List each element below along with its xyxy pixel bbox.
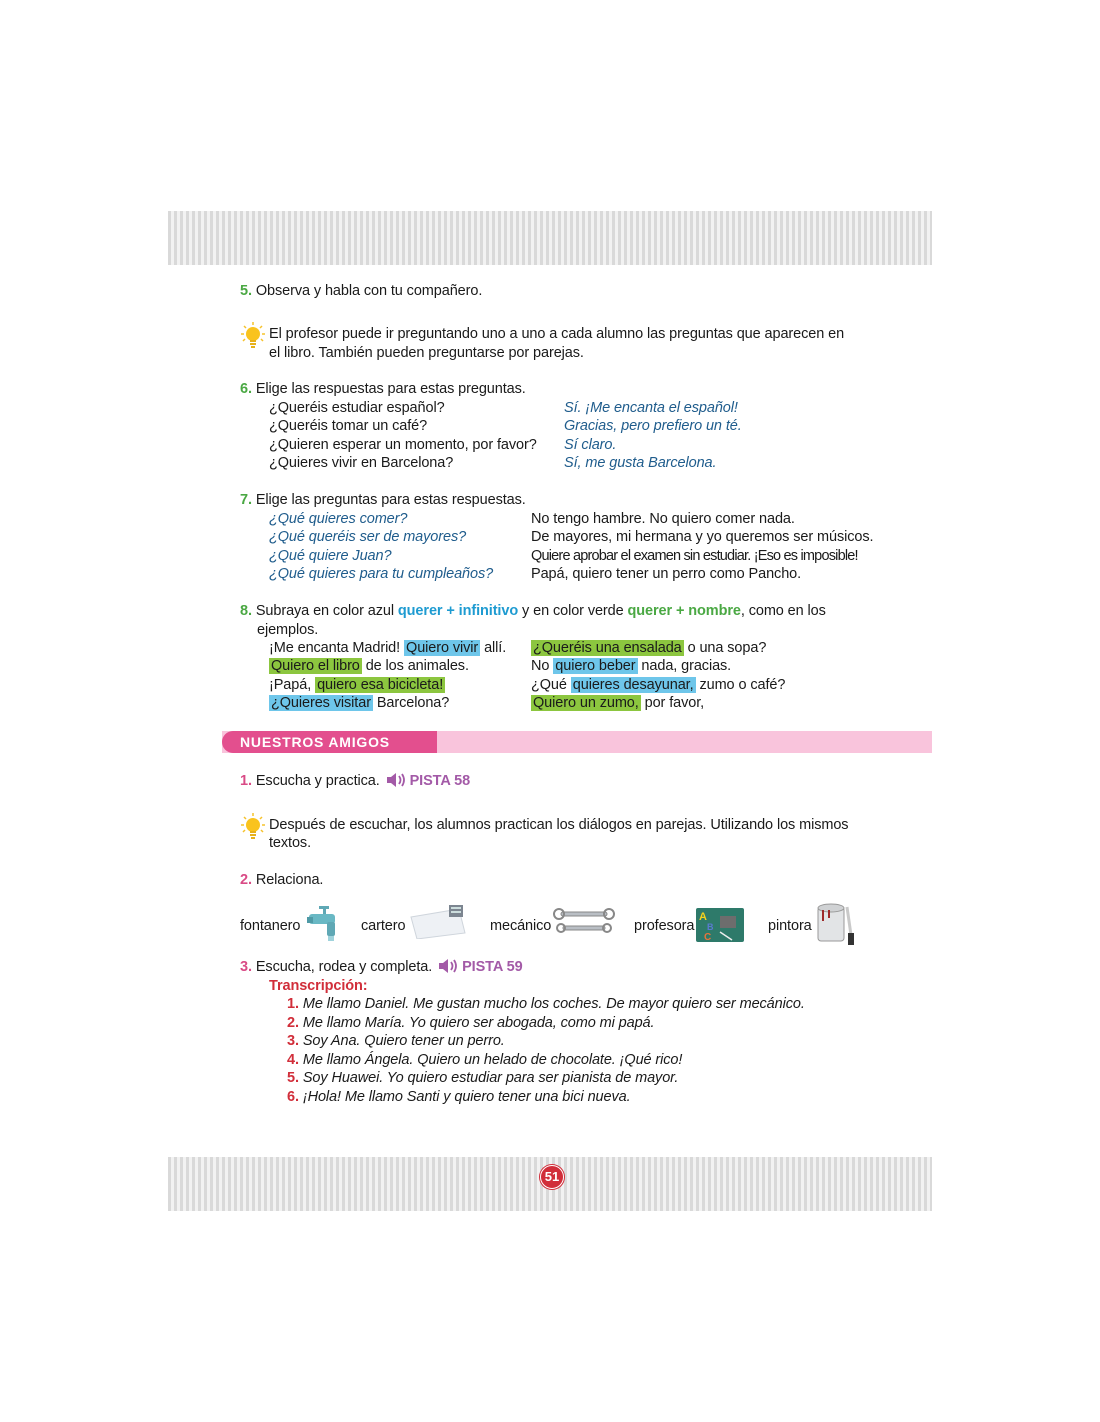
speaker-icon[interactable] [386, 772, 408, 788]
exercise-8-line2: ejemplos. [257, 622, 319, 638]
profession-label: mecánico [490, 918, 552, 934]
lightbulb-icon [240, 321, 266, 349]
nuestros-exercise-2: 2. Relaciona. [240, 872, 324, 888]
ex8-sentence: ¿Queréis una ensalada o una sopa? [533, 640, 767, 656]
ex7-answer: De mayores, mi hermana y yo queremos ser músicos. [531, 529, 874, 545]
highlight-green: Quiero un zumo, [533, 695, 639, 711]
ex7-question: ¿Qué quieres para tu cumpleaños? [269, 566, 494, 582]
exercise-7: 7. Elige las preguntas para estas respuestas. [240, 492, 526, 508]
header-stripe [168, 211, 932, 265]
highlight-blue: Quiero vivir [406, 640, 479, 656]
profession-label: profesora [634, 918, 695, 934]
ex6-question: ¿Quieres vivir en Barcelona? [269, 455, 454, 471]
nuestros-exercise-1: 1. Escucha y practica. PISTA 58 [240, 773, 471, 789]
exercise-8: 8. Subraya en color azul querer + infinitivo y en color verde querer + nombre, como en los [240, 603, 826, 619]
speaker-icon[interactable] [438, 958, 460, 974]
ex8-sentence: ¡Me encanta Madrid! Quiero vivir allí. [269, 640, 507, 656]
section-title: NUESTROS AMIGOS [222, 731, 437, 753]
ex7-question: ¿Qué quiere Juan? [269, 548, 392, 564]
profession-label: pintora [768, 918, 812, 934]
ex6-question: ¿Queréis tomar un café? [269, 418, 428, 434]
transcription-line: 6. ¡Hola! Me llamo Santi y quiero tener una bici nueva. [287, 1089, 631, 1105]
ex6-question: ¿Quieren esperar un momento, por favor? [269, 437, 537, 453]
ex8-sentence: ¿Quieres visitar Barcelona? [271, 695, 450, 711]
highlight-blue: quieres desayunar, [572, 677, 694, 693]
transcription-line: 3. Soy Ana. Quiero tener un perro. [287, 1033, 505, 1049]
transcription-line: 4. Me llamo Ángela. Quiero un helado de chocolate. ¡Qué rico! [287, 1052, 683, 1068]
ex8-sentence: Quiero el libro de los animales. [271, 658, 469, 674]
paint-bucket-icon [815, 901, 857, 947]
ex6-answer: Sí claro. [564, 437, 617, 453]
highlight-green: quiero esa bicicleta! [317, 677, 444, 693]
ex6-answer: Gracias, pero prefiero un té. [564, 418, 742, 434]
audio-track-label[interactable]: PISTA 59 [462, 959, 523, 975]
tip-text-line2: textos. [269, 835, 312, 851]
envelope-icon [409, 903, 467, 939]
ex7-question: ¿Qué queréis ser de mayores? [269, 529, 467, 545]
exercise-5: 5. Observa y habla con tu compañero. [240, 283, 483, 299]
section-banner [222, 731, 932, 753]
tip-text-line1: El profesor puede ir preguntando uno a uno a cada alumno las preguntas que aparecen en [269, 326, 845, 342]
ex6-question: ¿Queréis estudiar español? [269, 400, 445, 416]
exercise-6: 6. Elige las respuestas para estas preguntas. [240, 381, 526, 397]
ex6-answer: Sí, me gusta Barcelona. [564, 455, 717, 471]
transcription-line: 2. Me llamo María. Yo quiero ser abogada, como mi papá. [287, 1015, 655, 1031]
transcription-line: 1. Me llamo Daniel. Me gustan mucho los coches. De mayor quiero ser mecánico. [287, 996, 805, 1012]
highlight-green: ¿Queréis una ensalada [533, 640, 682, 656]
svg-text:B: B [707, 922, 714, 932]
nuestros-exercise-3: 3. Escucha, rodea y completa. PISTA 59 [240, 959, 523, 975]
keyword-infinitive: querer + infinitivo [397, 603, 519, 619]
ex8-sentence: No quiero beber nada, gracias. [531, 658, 732, 674]
ex7-question: ¿Qué quieres comer? [269, 511, 408, 527]
lightbulb-icon [240, 812, 266, 840]
transcription-label: Transcripción: [269, 978, 368, 994]
ex7-answer: Papá, quiero tener un perro como Pancho. [531, 566, 802, 582]
ex8-sentence: ¡Papá, quiero esa bicicleta! [269, 677, 444, 693]
transcription-line: 5. Soy Huawei. Yo quiero estudiar para ser pianista de mayor. [287, 1070, 679, 1086]
ex8-sentence: Quiero un zumo, por favor, [533, 695, 705, 711]
profession-label: fontanero [240, 918, 301, 934]
ex8-sentence: ¿Qué quieres desayunar, zumo o café? [531, 677, 786, 693]
keyword-noun: querer + nombre [627, 603, 741, 619]
faucet-icon [305, 904, 339, 944]
tip-text-line2: el libro. También pueden preguntarse por parejas. [269, 345, 584, 361]
svg-text:C: C [704, 932, 712, 942]
svg-text:A: A [699, 911, 707, 923]
ex7-answer: No tengo hambre. No quiero comer nada. [531, 511, 795, 527]
chalkboard-icon [696, 908, 744, 942]
tip-text-line1: Después de escuchar, los alumnos practican los diálogos en parejas. Utilizando los mismos [269, 817, 849, 833]
highlight-green: Quiero el libro [271, 658, 360, 674]
ex6-answer: Sí. ¡Me encanta el español! [564, 400, 738, 416]
highlight-blue: ¿Quieres visitar [271, 695, 371, 711]
profession-label: cartero [361, 918, 406, 934]
wrench-icon [553, 908, 615, 936]
highlight-blue: quiero beber [555, 658, 636, 674]
page-number: 51 [540, 1165, 564, 1189]
audio-track-label[interactable]: PISTA 58 [409, 773, 471, 789]
ex7-answer: Quiere aprobar el examen sin estudiar. ¡Eso es imposible! [531, 548, 858, 564]
